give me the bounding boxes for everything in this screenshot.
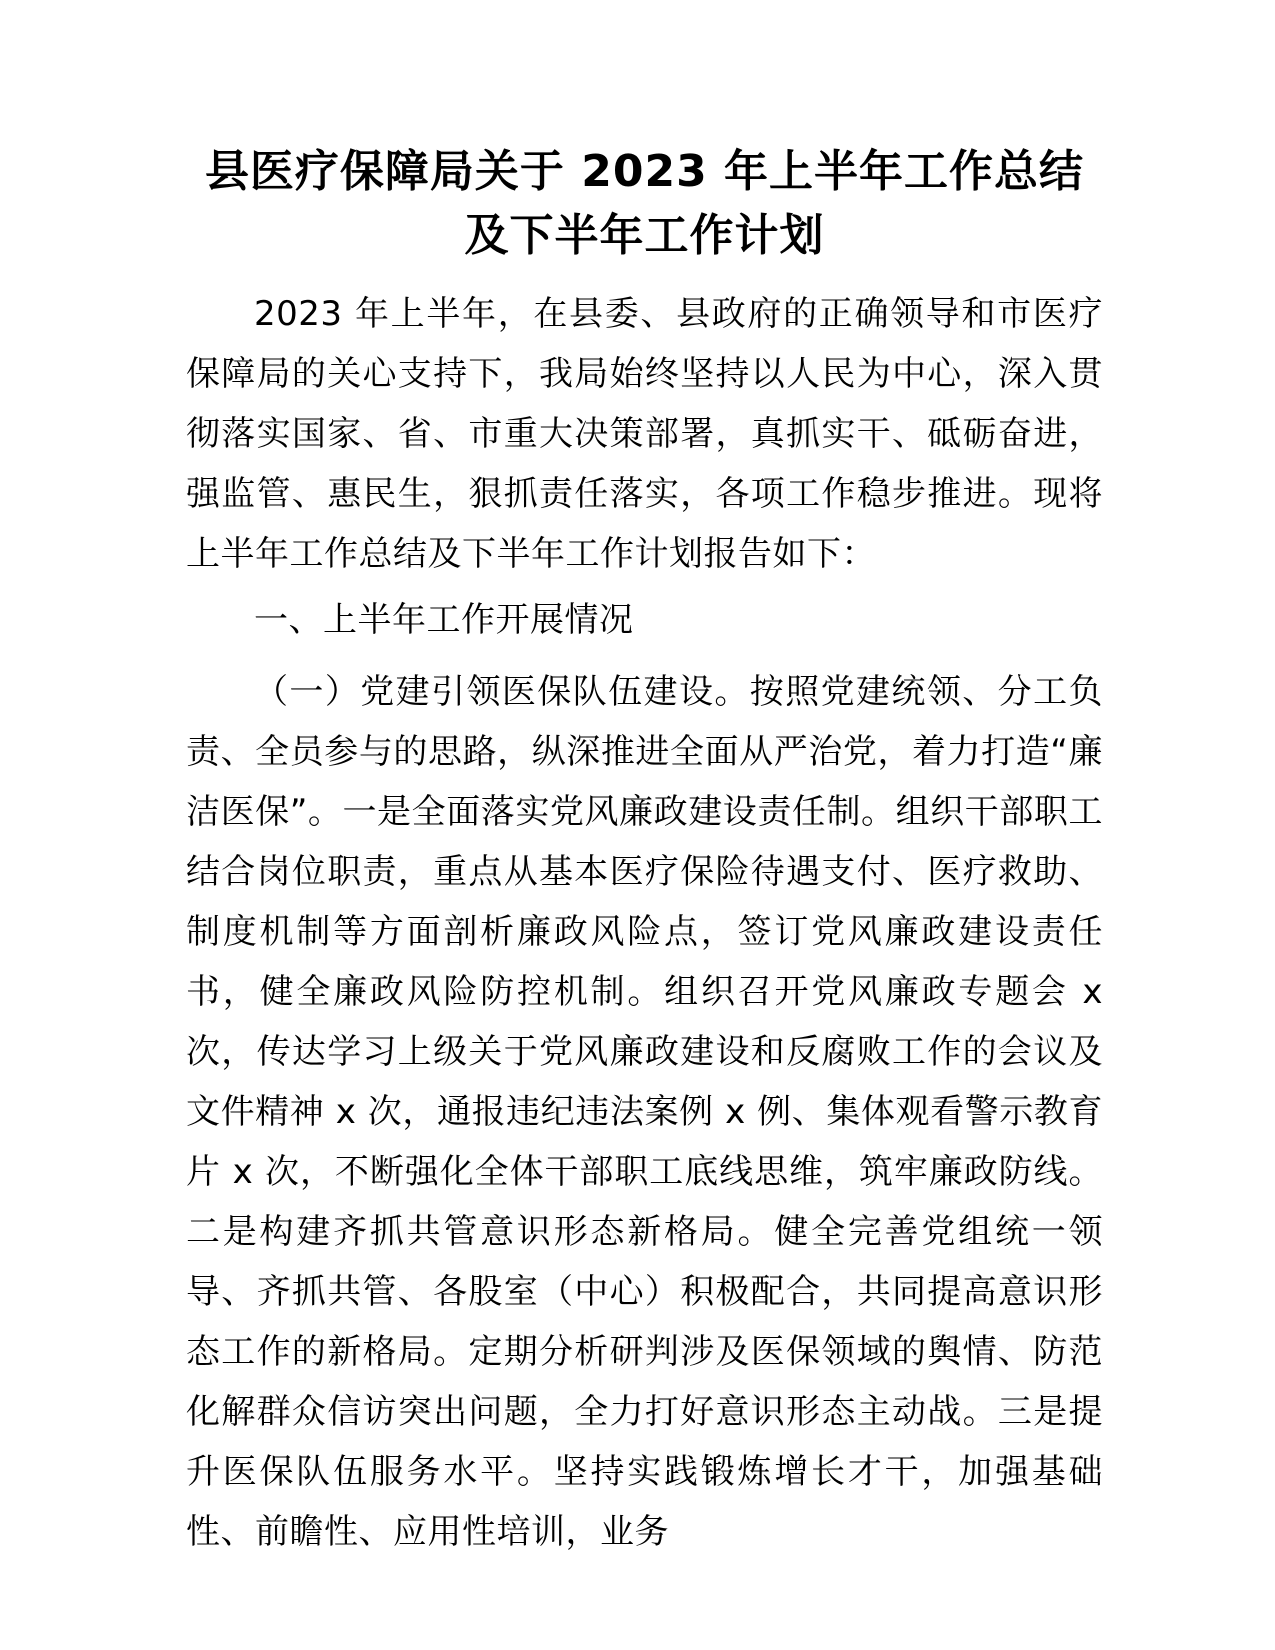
paragraph-party-building: （一）党建引领医保队伍建设。按照党建统领、分工负责、全员参与的思路，纵深推进全面从严治党，着力打造“廉洁医保”。一是全面落实党风廉政建设责任制。组织干部职工结合岗位职责，重点从基本医疗保险待遇支付、医疗救助、制度机制等方面剖析廉政风险点，签订党风廉政建设责任书，健全廉政风险防控机制。组织召开党风廉政专题会 x 次，传达学习上级关于党风廉政建设和反腐败工作的会议及文件精神 x 次，通报违纪违法案例 x 例、集体观看警示教育片 x 次，不断强化全体干部职工底线思维，筑牢廉政防线。二是构建齐抓共管意识形态新格局。健全完善党组统一领导、齐抓共管、各股室（中心）积极配合，共同提高意识形态工作的新格局。定期分析研判涉及医保领域的舆情、防范化解群众信访突出问题，全力打好意识形态主动战。三是提升医保队伍服务水平。坚持实践锻炼增长才干，加强基础性、前瞻性、应用性培训，业务 [186,672,1103,1552]
document-title: 县医疗保障局关于 2023 年上半年工作总结及下半年工作计划 [204,146,1085,261]
paragraph-intro: 2023 年上半年，在县委、县政府的正确领导和市医疗保障局的关心支持下，我局始终坚持以人民为中心，深入贯彻落实国家、省、市重大决策部署，真抓实干、砥砺奋进，强监管、惠民生，狠抓责任落实，各项工作稳步推进。现将上半年工作总结及下半年工作计划报告如下： [186,294,1103,574]
section-heading-first-half-work: 一、上半年工作开展情况 [254,600,634,640]
